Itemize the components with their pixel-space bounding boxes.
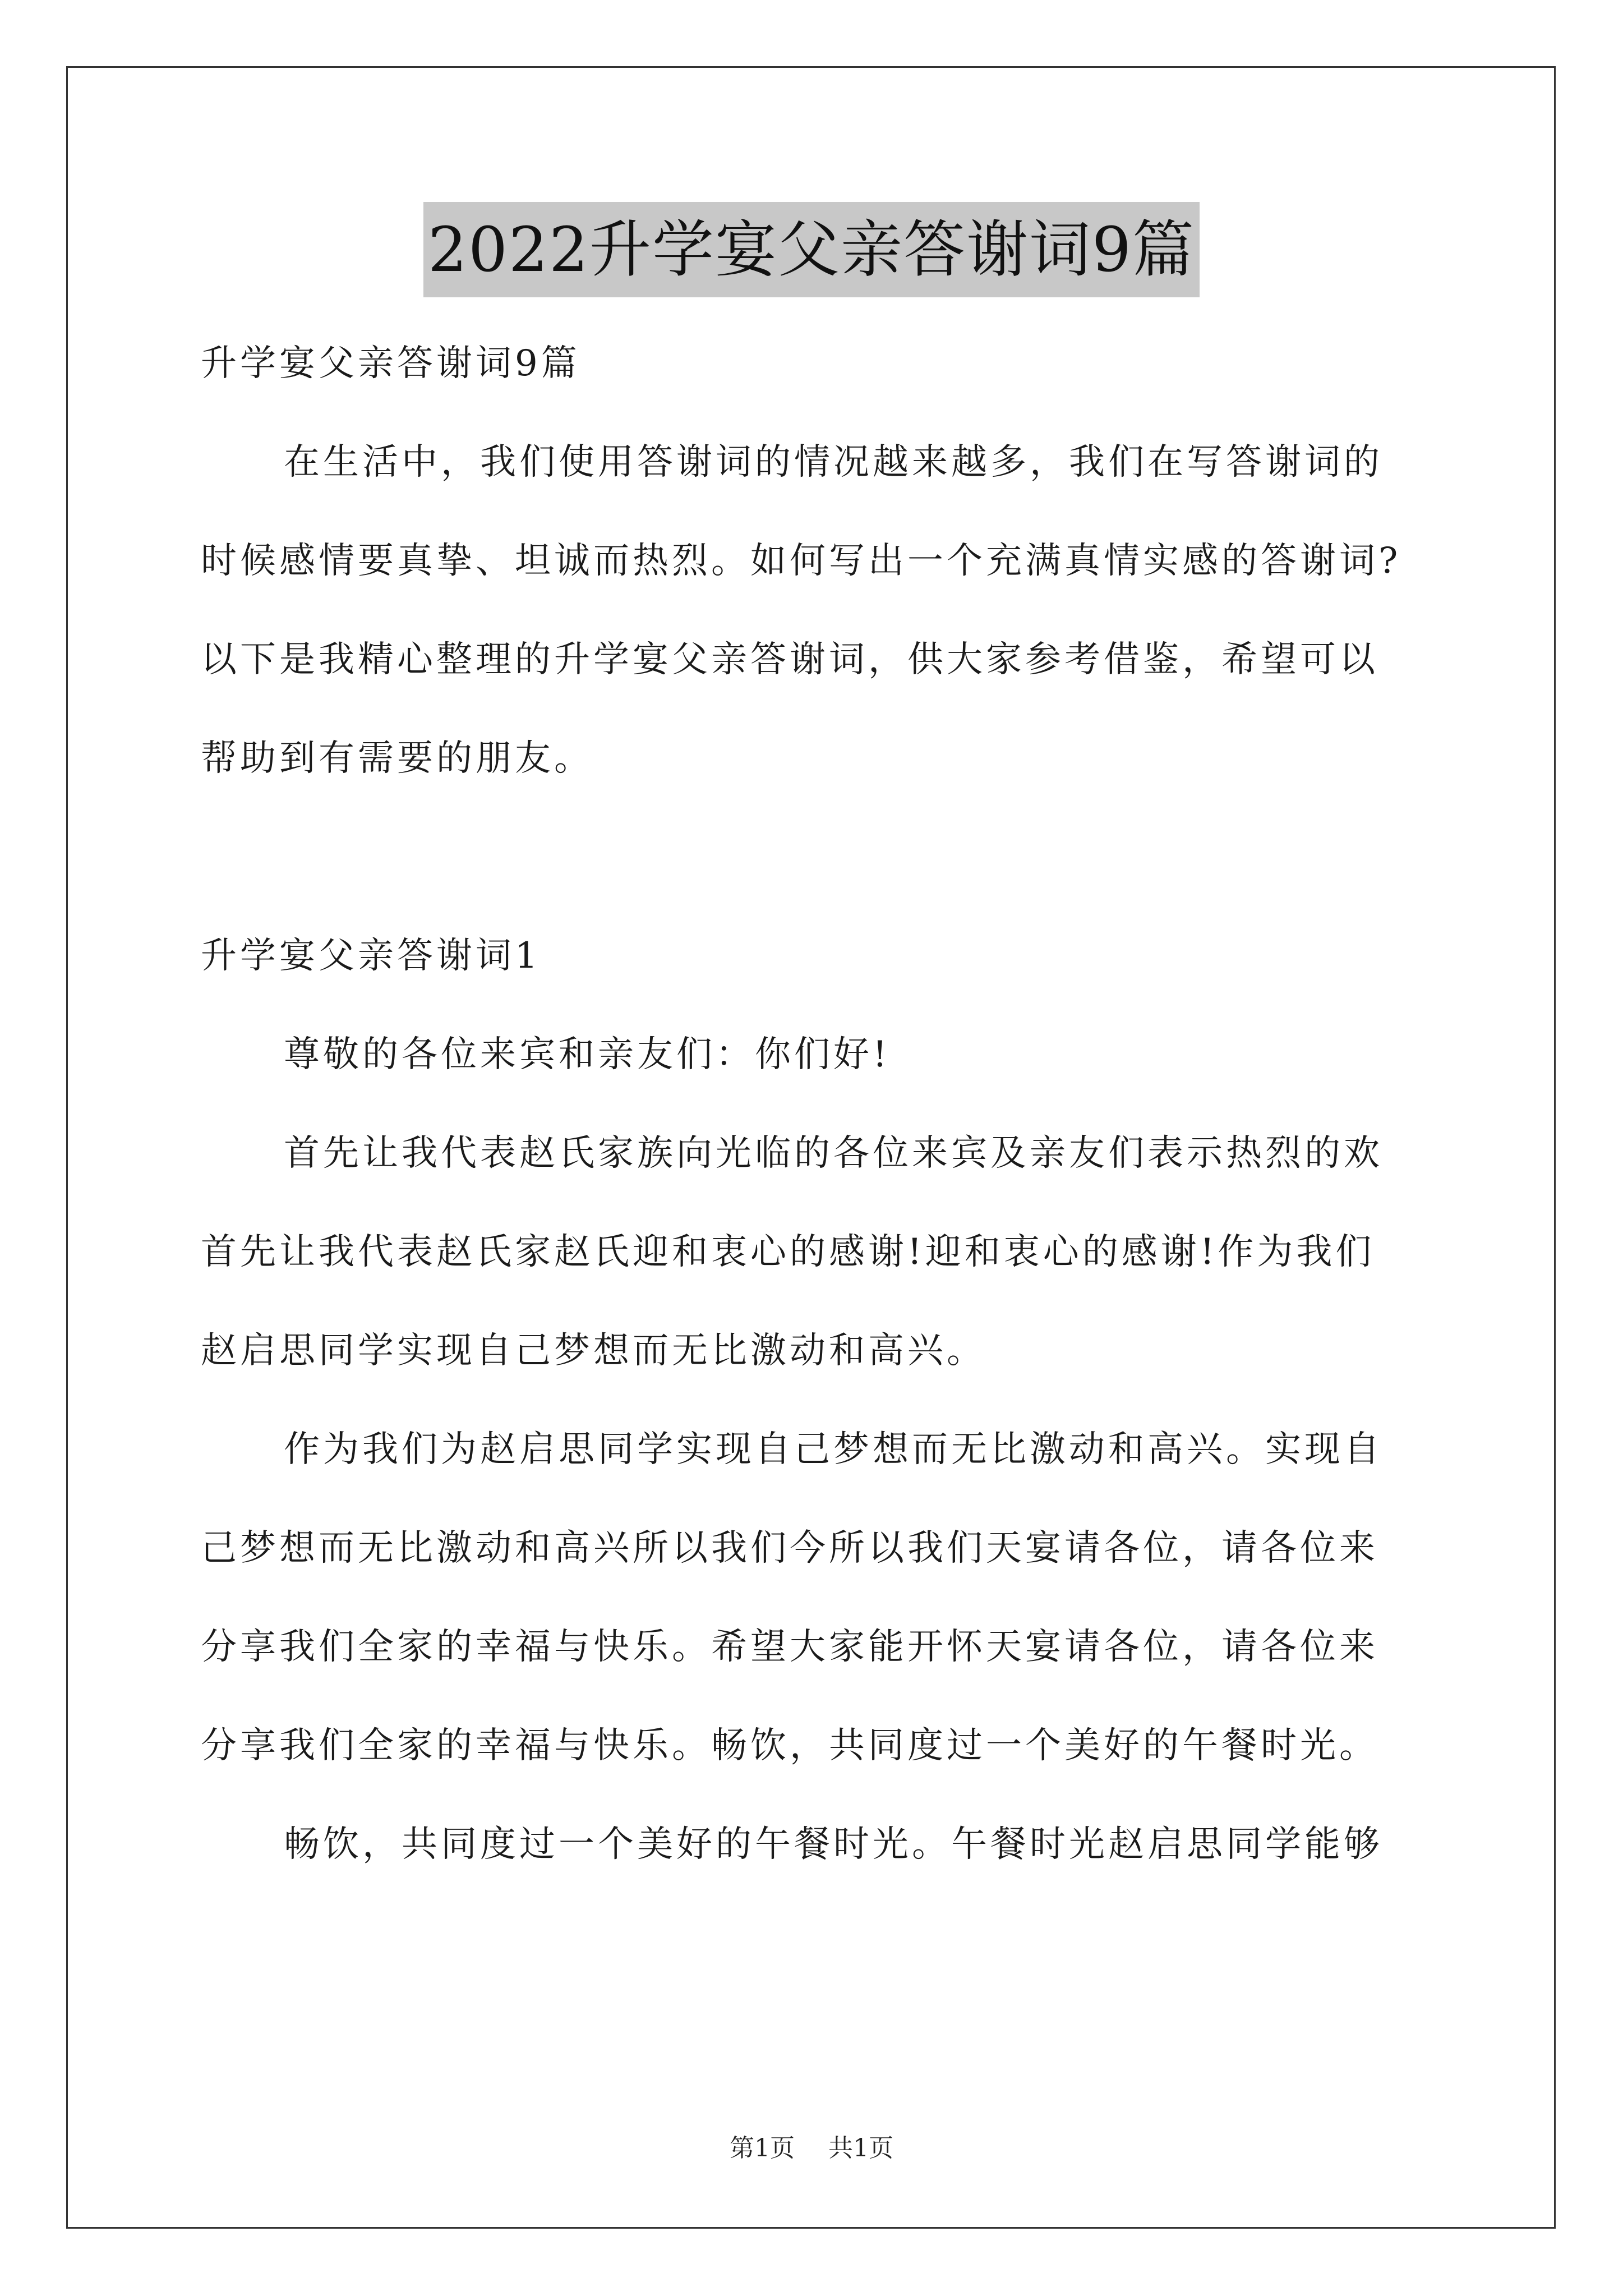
body-paragraph: 分享我们全家的幸福与快乐。希望大家能开怀天宴请各位，请各位来 <box>201 1626 1378 1668</box>
title-container <box>0 202 1623 297</box>
body-paragraph: 作为我们为赵启思同学实现自己梦想而无比激动和高兴。实现自 <box>284 1429 1383 1470</box>
body-paragraph: 分享我们全家的幸福与快乐。畅饮，共同度过一个美好的午餐时光。 <box>201 1725 1378 1766</box>
document-title: 2022升学宴父亲答谢词9篇 <box>423 202 1200 297</box>
section-heading: 升学宴父亲答谢词1 <box>201 935 541 977</box>
paragraph-spacer <box>201 808 1435 907</box>
body-paragraph: 时候感情要真挚、坦诚而热烈。如何写出一个充满真情实感的答谢词? <box>201 540 1401 582</box>
body-paragraph: 畅饮，共同度过一个美好的午餐时光。午餐时光赵启思同学能够 <box>284 1824 1383 1865</box>
page-number: 第1页 <box>730 2134 795 2162</box>
body-paragraph: 首先让我代表赵氏家族向光临的各位来宾及亲友们表示热烈的欢 <box>284 1133 1383 1174</box>
section-heading: 升学宴父亲答谢词9篇 <box>201 343 580 384</box>
body-paragraph: 首先让我代表赵氏家赵氏迎和衷心的感谢!迎和衷心的感谢!作为我们 <box>201 1231 1375 1273</box>
body-paragraph: 以下是我精心整理的升学宴父亲答谢词，供大家参考借鉴，希望可以 <box>201 639 1378 680</box>
body-paragraph: 在生活中，我们使用答谢词的情况越来越多，我们在写答谢词的 <box>284 441 1383 483</box>
body-paragraph: 赵启思同学实现自己梦想而无比激动和高兴。 <box>201 1330 986 1372</box>
page-footer <box>0 2132 1623 2165</box>
body-paragraph: 帮助到有需要的朋友。 <box>201 738 593 779</box>
page-total: 共1页 <box>828 2134 893 2162</box>
document-body <box>201 314 1435 1894</box>
body-paragraph: 尊敬的各位来宾和亲友们：你们好! <box>284 1034 891 1075</box>
body-paragraph: 己梦想而无比激动和高兴所以我们今所以我们天宴请各位，请各位来 <box>201 1527 1378 1569</box>
